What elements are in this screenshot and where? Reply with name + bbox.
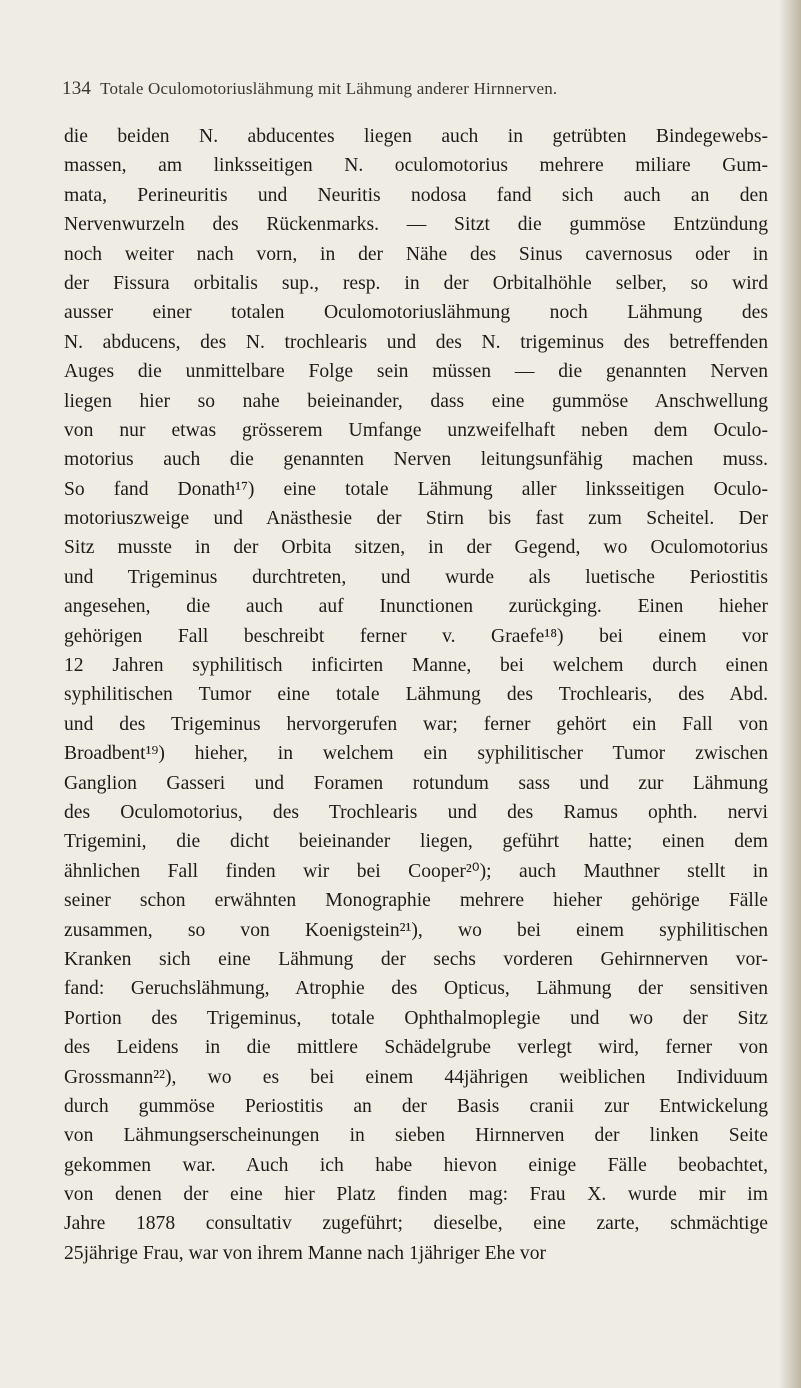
text-line: ähnlichen Fall finden wir bei Cooper²⁰); auch Mauthner stellt in [64,860,768,882]
text-line: motorius auch die genannten Nerven leitungsunfähig machen muss. [64,449,768,471]
text-line: 12 Jahren syphilitisch inficirten Manne, bei welchem durch einen [64,655,768,677]
text-line: Jahre 1878 consultativ zugeführt; dieselbe, eine zarte, schmächtige [64,1213,768,1235]
text-line: So fand Donath¹⁷) eine totale Lähmung aller linksseitigen Oculo- [64,478,768,500]
text-line: die beiden N. abducentes liegen auch in getrübten Bindegewebs- [64,126,768,147]
text-line: massen, am linksseitigen N. oculomotorius mehrere miliare Gum- [64,155,768,177]
text-line: mata, Perineuritis und Neuritis nodosa fand sich auch an den [64,184,768,206]
page-edge-shadow [779,0,801,1388]
text-line: zusammen, so von Koenigstein²¹), wo bei einem syphilitischen [64,919,768,941]
text-line: motoriuszweige und Anästhesie der Stirn bis fast zum Scheitel. Der [64,508,768,530]
text-line: ausser einer totalen Oculomotoriuslähmung noch Lähmung des [64,302,768,324]
text-line: syphilitischen Tumor eine totale Lähmung des Trochlearis, des Abd. [64,684,768,706]
text-line: und des Trigeminus hervorgerufen war; ferner gehört ein Fall von [64,713,768,735]
text-line: 25jährige Frau, war von ihrem Manne nach 1jähriger Ehe vor [64,1242,547,1264]
text-line: Broadbent¹⁹) hieher, in welchem ein syphilitischer Tumor zwischen [64,743,768,765]
text-line: N. abducens, des N. trochlearis und des N. trigeminus des betreffenden [64,331,768,353]
text-line: seiner schon erwähnten Monographie mehrere hieher gehörige Fälle [64,890,768,912]
text-line: des Oculomotorius, des Trochlearis und des Ramus ophth. nervi [64,801,768,823]
text-line: der Fissura orbitalis sup., resp. in der Orbitalhöhle selber, so wird [64,272,768,294]
text-line: Auges die unmittelbare Folge sein müssen — die genannten Nerven [64,361,768,383]
text-line: fand: Geruchslähmung, Atrophie des Opticus, Lähmung der sensitiven [64,978,768,1000]
text-line: angesehen, die auch auf Inunctionen zurückging. Einen hieher [64,596,768,618]
text-line: Grossmann²²), wo es bei einem 44jährigen weiblichen Individuum [64,1066,768,1088]
text-line: Kranken sich eine Lähmung der sechs vorderen Gehirnnerven vor- [64,948,768,970]
text-line: Ganglion Gasseri und Foramen rotundum sass und zur Lähmung [64,772,768,794]
text-line: und Trigeminus durchtreten, und wurde als luetische Periostitis [64,566,768,588]
running-title: Totale Oculomotoriuslähmung mit Lähmung anderer Hirnnerven. [100,79,558,98]
text-line: gehörigen Fall beschreibt ferner v. Graefe¹⁸) bei einem vor [64,625,768,647]
text-line: von nur etwas grösserem Umfange unzweifelhaft neben dem Oculo- [64,419,768,441]
text-line: noch weiter nach vorn, in der Nähe des Sinus cavernosus oder in [64,243,768,265]
text-line: gekommen war. Auch ich habe hievon einige Fälle beobachtet, [64,1154,768,1176]
text-line: von Lähmungserscheinungen in sieben Hirnnerven der linken Seite [64,1125,768,1147]
running-header [62,78,762,100]
text-line: Nervenwurzeln des Rückenmarks. — Sitzt die gummöse Entzündung [64,214,768,236]
text-line: von denen der eine hier Platz finden mag: Frau X. wurde mir im [64,1184,768,1206]
page-number: 134 [62,78,92,99]
text-line: durch gummöse Periostitis an der Basis cranii zur Entwickelung [64,1095,768,1117]
text-line: des Leidens in die mittlere Schädelgrube verlegt wird, ferner von [64,1037,768,1059]
body-paragraph [64,122,768,1268]
text-line: Portion des Trigeminus, totale Ophthalmoplegie und wo der Sitz [64,1007,768,1029]
text-line: Trigemini, die dicht beieinander liegen, geführt hatte; einen dem [64,831,768,853]
text-line: liegen hier so nahe beieinander, dass eine gummöse Anschwellung [64,390,768,412]
text-line: Sitz musste in der Orbita sitzen, in der Gegend, wo Oculomotorius [64,537,768,559]
